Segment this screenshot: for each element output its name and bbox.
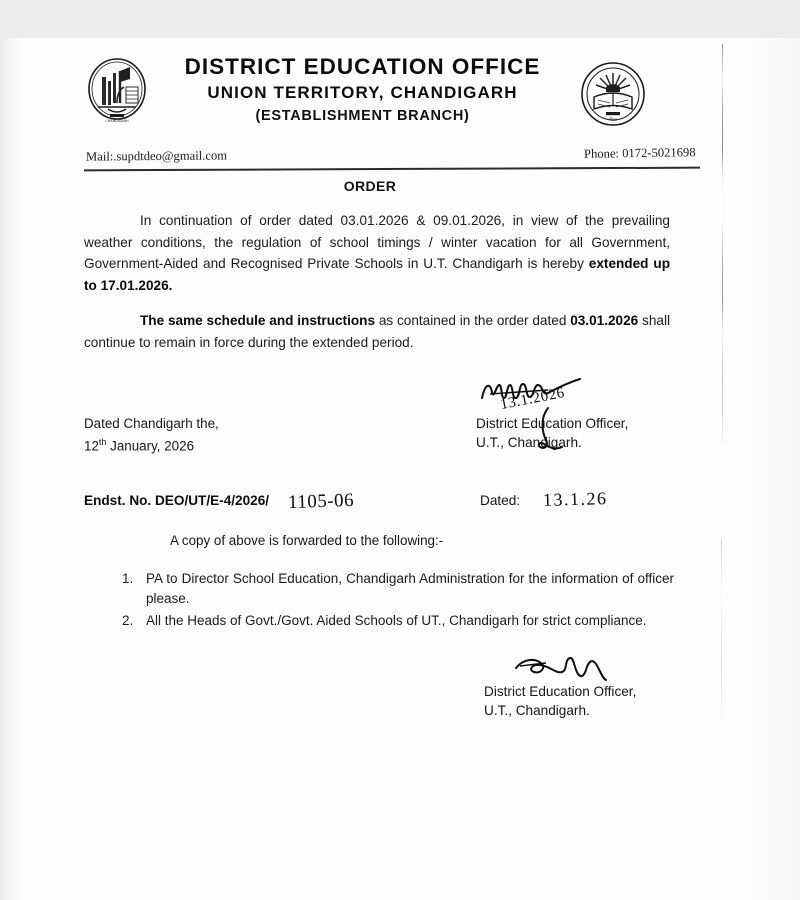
signature-flourish-top: [530, 406, 570, 458]
order-heading: ORDER: [343, 178, 397, 194]
signatory-office-bottom: U.T., Chandigarh.: [484, 703, 590, 718]
handwritten-signature-top: [476, 372, 666, 414]
office-title: DISTRICT EDUCATION OFFICE: [184, 54, 541, 79]
paragraph-schedule: [84, 310, 670, 353]
dated-day-suffix: th: [98, 437, 107, 447]
chandigarh-administration-emblem-icon: [86, 57, 148, 127]
list-item-text: PA to Director School Education, Chandigarh Administration for the information of officer please.: [146, 571, 674, 606]
dated-place-line: Dated Chandigarh the,: [84, 416, 219, 431]
signatory-office-top: U.T., Chandigarh.: [476, 435, 582, 450]
order-body: [84, 210, 670, 367]
endorsement-number-label: Endst. No. DEO/UT/E-4/2026/: [84, 493, 270, 508]
forwarded-note: A copy of above is forwarded to the following:-: [170, 533, 444, 548]
letterhead-titles: [150, 53, 575, 127]
education-department-seal-icon: [580, 61, 646, 127]
territory-title: UNION TERRITORY, CHANDIGARH: [207, 83, 518, 102]
list-item-number: 1.: [122, 571, 134, 586]
handwritten-signature-bottom: [512, 654, 632, 682]
branch-title: (ESTABLISHMENT BRANCH): [255, 108, 470, 124]
email-address: Mail:.supdtdeo@gmail.com: [85, 148, 228, 164]
dated-month-year: January, 2026: [106, 438, 195, 454]
dated-date-line: [84, 433, 219, 455]
paragraph-1-text: In continuation of order dated 03.01.2026 & 09.01.2026, in view of the prevailing weather conditions, the regulation of school timings / winter vacation for all Government, Government-Aided and Recognised Private Schools in U.T. Chandigarh is hereby: [84, 213, 670, 271]
letterhead-divider: [84, 167, 700, 172]
signature-block-bottom: [484, 654, 704, 720]
list-item: [122, 569, 674, 609]
document-content: [0, 38, 800, 900]
paragraph-1-extension-date: extended up to 17.01.2026.: [84, 256, 670, 293]
handwritten-date-top: 13.1.2026: [498, 384, 567, 414]
copy-forwarded-list: [122, 569, 674, 633]
endorsement-date-handwritten: 13.1.26: [542, 488, 608, 510]
endorsement-number-handwritten: 1105-06: [287, 489, 355, 514]
signatory-designation-bottom: District Education Officer,: [484, 684, 637, 699]
svg-text:शिक्षा: शिक्षा: [609, 117, 617, 122]
letterhead-contact-row: [86, 146, 700, 166]
dated-day: 12: [84, 438, 99, 454]
scan-top-margin-band: [0, 0, 800, 38]
dated-place-block: [84, 414, 219, 455]
paragraph-2-middle: as contained in the order dated: [375, 313, 571, 328]
paragraph-2-tail: shall continue to remain in force during the extended period.: [84, 313, 670, 350]
signature-block-top: [476, 372, 706, 452]
signatory-designation-top: District Education Officer,: [476, 416, 629, 431]
endorsement-dated-label: Dated:: [480, 493, 521, 508]
svg-text:CHANDIGARH: CHANDIGARH: [105, 119, 129, 123]
letterhead: [80, 53, 680, 158]
paragraph-2-order-date: 03.01.2026: [570, 313, 639, 328]
list-item-number: 2.: [122, 613, 134, 628]
paragraph-continuation: [84, 210, 670, 296]
phone-number: Phone: 0172-5021698: [584, 145, 697, 161]
paragraph-2-lead: The same schedule and instructions: [140, 313, 376, 328]
list-item: [122, 611, 674, 631]
list-item-text: All the Heads of Govt./Govt. Aided Schools of UT., Chandigarh for strict compliance.: [146, 613, 647, 628]
